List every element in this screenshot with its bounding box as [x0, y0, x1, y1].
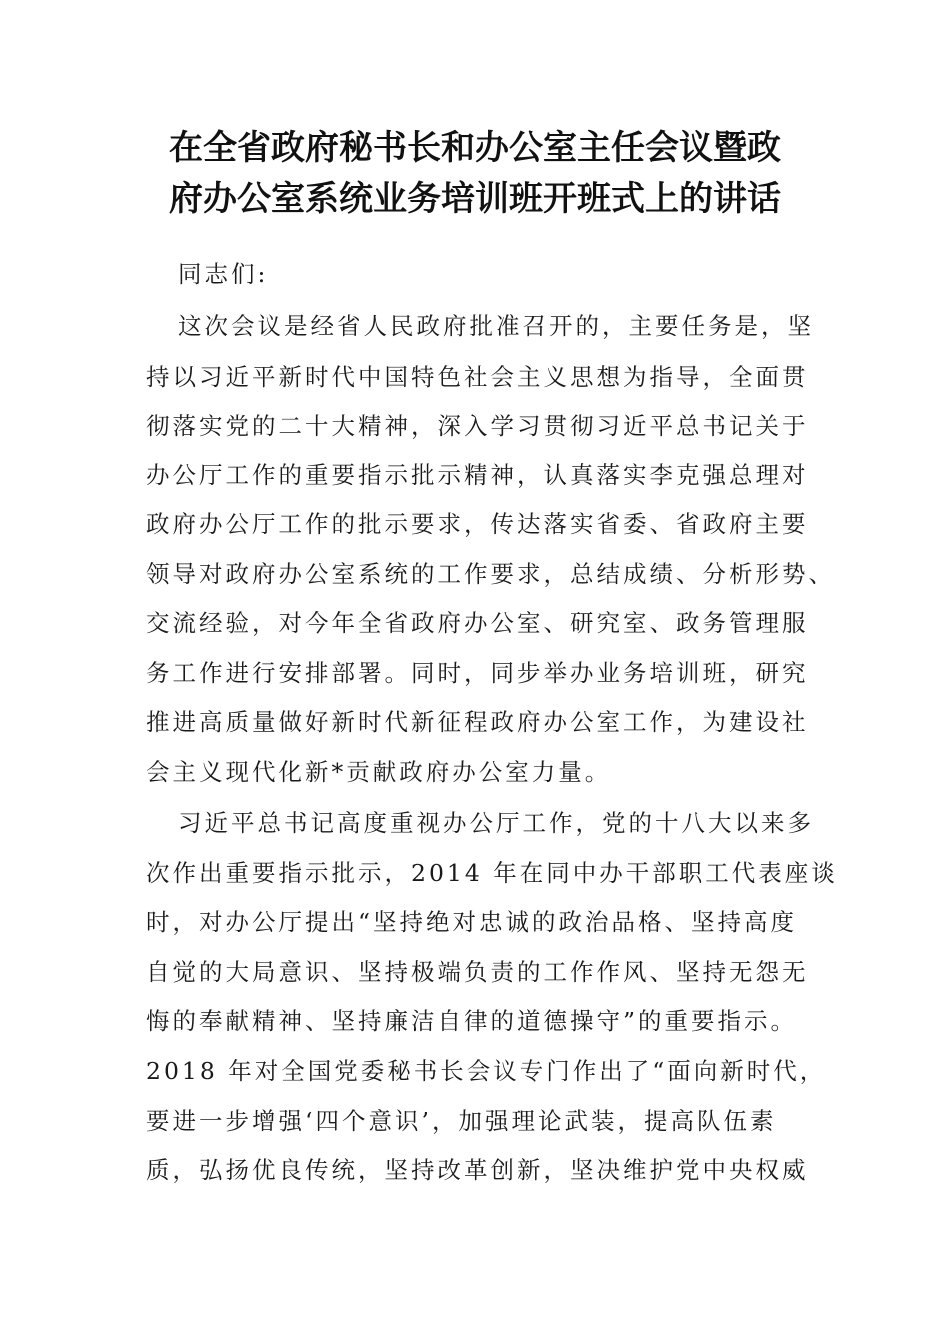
paragraph-line: 质，弘扬优良传统，坚持改革创新，坚决维护党中央权威 [146, 1156, 809, 1184]
paragraph-line: 持以习近平新时代中国特色社会主义思想为指导，全面贯 [146, 363, 809, 391]
paragraph-line: 时，对办公厅提出“坚持绝对忠诚的政治品格、坚持高度 [146, 908, 798, 936]
paragraph-line: 悔的奉献精神、坚持廉洁自律的道德操守”的重要指示。 [146, 1007, 798, 1035]
salutation: 同志们: [178, 260, 269, 288]
paragraph-line: 自觉的大局意识、坚持极端负责的工作作风、坚持无怨无 [146, 958, 809, 986]
document-title-line-2: 府办公室系统业务培训班开班式上的讲话 [169, 179, 781, 219]
paragraph-line: 次作出重要指示批示，2014 年在同中办干部职工代表座谈 [146, 859, 838, 887]
paragraph-line: 习近平总书记高度重视办公厅工作，党的十八大以来多 [178, 809, 814, 837]
paragraph-line: 会主义现代化新*贡献政府办公室力量。 [146, 758, 612, 786]
document-title-line-1: 在全省政府秘书长和办公室主任会议暨政 [169, 128, 781, 168]
paragraph-line: 要进一步增强‘四个意识’，加强理论武装，提高队伍素 [146, 1107, 777, 1135]
paragraph-line: 这次会议是经省人民政府批准召开的，主要任务是，坚 [178, 312, 814, 340]
paragraph-line: 交流经验，对今年全省政府办公室、研究室、政务管理服 [146, 609, 809, 637]
paragraph-line: 领导对政府办公室系统的工作要求，总结成绩、分析形势、 [146, 560, 835, 588]
paragraph-line: 推进高质量做好新时代新征程政府办公室工作，为建设社 [146, 708, 809, 736]
paragraph-line: 2018 年对全国党委秘书长会议专门作出了“面向新时代， [146, 1057, 827, 1085]
paragraph-line: 政府办公厅工作的批示要求，传达落实省委、省政府主要 [146, 510, 809, 538]
paragraph-line: 务工作进行安排部署。同时，同步举办业务培训班，研究 [146, 659, 809, 687]
paragraph-line: 彻落实党的二十大精神，深入学习贯彻习近平总书记关于 [146, 412, 809, 440]
paragraph-line: 办公厅工作的重要指示批示精神，认真落实李克强总理对 [146, 461, 809, 489]
